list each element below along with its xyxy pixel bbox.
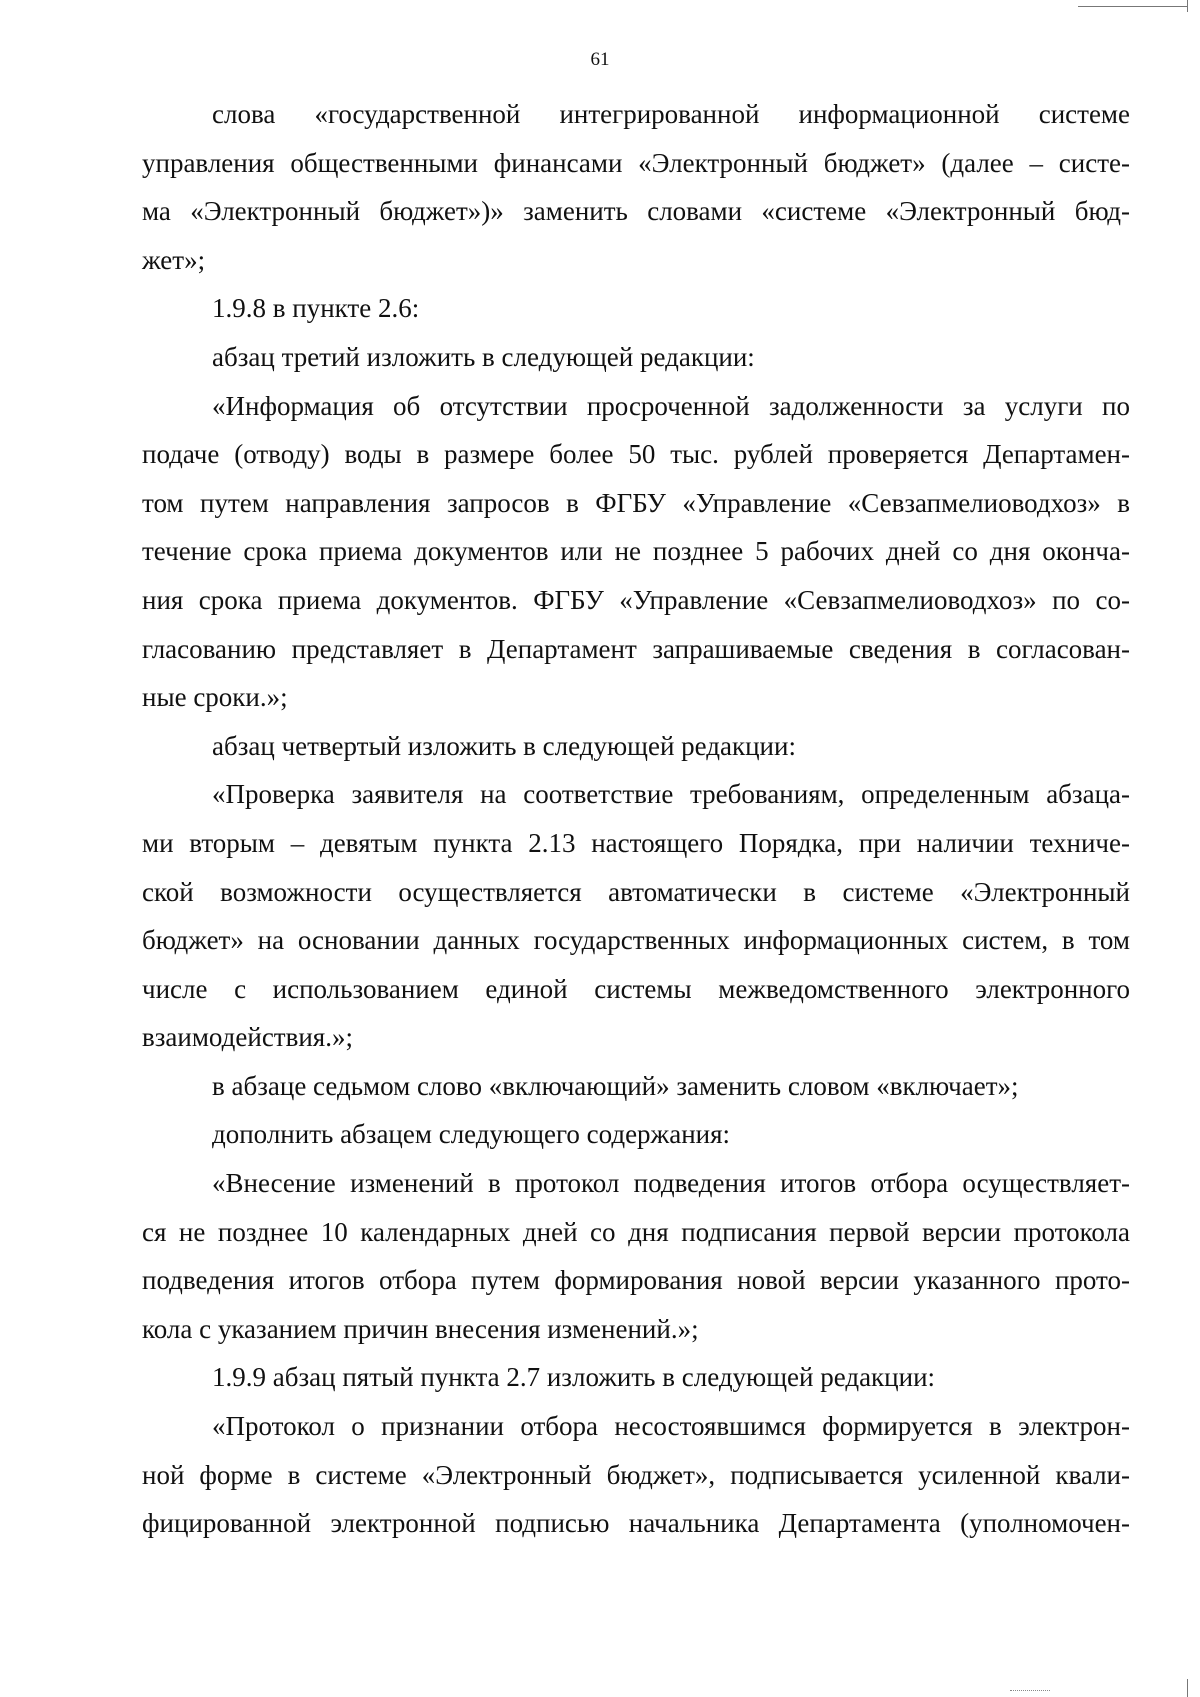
text-line: ми вторым – девятым пункта 2.13 настоящего Порядка, при наличии техниче- bbox=[142, 827, 1130, 858]
text-line: ской возможности осуществляется автоматически в системе «Электронный bbox=[142, 876, 1130, 907]
scan-corner-mark-bottom bbox=[1010, 1680, 1050, 1691]
text-line: «Внесение изменений в протокол подведения итогов отбора осуществляет- bbox=[212, 1168, 1130, 1199]
text-line: «Информация об отсутствии просроченной задолженности за услуги по bbox=[212, 390, 1130, 421]
text-line: абзац третий изложить в следующей редакции: bbox=[212, 341, 755, 372]
text-line: слова «государственной интегрированной информационной системе bbox=[212, 99, 1130, 129]
text-line: том путем направления запросов в ФГБУ «Управление «Севзапмелиоводхоз» в bbox=[142, 487, 1130, 518]
text-line: ма «Электронный бюджет»)» заменить словами «системе «Электронный бюд- bbox=[142, 196, 1130, 227]
scan-edge-mark bbox=[1187, 1679, 1188, 1697]
text-line: бюджет» на основании данных государственных информационных систем, в том bbox=[142, 925, 1130, 956]
text-line: течение срока приема документов или не позднее 5 рабочих дней со дня оконча- bbox=[142, 536, 1130, 567]
page-number: 61 bbox=[590, 49, 610, 70]
text-line: «Протокол о признании отбора несостоявшимся формируется в электрон- bbox=[212, 1411, 1130, 1442]
scan-corner-mark bbox=[1078, 0, 1188, 7]
document-body bbox=[142, 90, 1130, 1548]
text-line: ся не позднее 10 календарных дней со дня подписания первой версии протокола bbox=[142, 1216, 1130, 1247]
text-line: жет»; bbox=[142, 244, 206, 275]
text-line: гласованию представляет в Департамент запрашиваемые сведения в согласован- bbox=[142, 633, 1130, 664]
text-line: фицированной электронной подписью начальника Департамента (уполномочен- bbox=[142, 1508, 1130, 1539]
text-line: кола с указанием причин внесения изменений.»; bbox=[142, 1313, 699, 1344]
text-line: взаимодействия.»; bbox=[142, 1022, 353, 1053]
text-line: абзац четвертый изложить в следующей редакции: bbox=[212, 730, 796, 761]
text-line: подаче (отводу) воды в размере более 50 тыс. рублей проверяется Департамен- bbox=[142, 439, 1130, 470]
text-line: «Проверка заявителя на соответствие требованиям, определенным абзаца- bbox=[212, 779, 1130, 810]
text-line: числе с использованием единой системы межведомственного электронного bbox=[142, 973, 1130, 1004]
text-line: дополнить абзацем следующего содержания: bbox=[212, 1119, 731, 1150]
text-line: 1.9.8 в пункте 2.6: bbox=[212, 293, 420, 324]
text-line: подведения итогов отбора путем формирования новой версии указанного прото- bbox=[142, 1265, 1130, 1296]
document-text bbox=[142, 90, 1130, 1548]
text-line: управления общественными финансами «Электронный бюджет» (далее – систе- bbox=[142, 147, 1130, 178]
text-line: 1.9.9 абзац пятый пункта 2.7 изложить в следующей редакции: bbox=[212, 1362, 936, 1393]
text-line: в абзаце седьмом слово «включающий» заменить словом «включает»; bbox=[212, 1070, 1019, 1101]
text-line: ной форме в системе «Электронный бюджет», подписывается усиленной квали- bbox=[142, 1459, 1130, 1490]
text-line: ные сроки.»; bbox=[142, 682, 288, 713]
text-line: ния срока приема документов. ФГБУ «Управление «Севзапмелиоводхоз» по со- bbox=[142, 584, 1130, 615]
